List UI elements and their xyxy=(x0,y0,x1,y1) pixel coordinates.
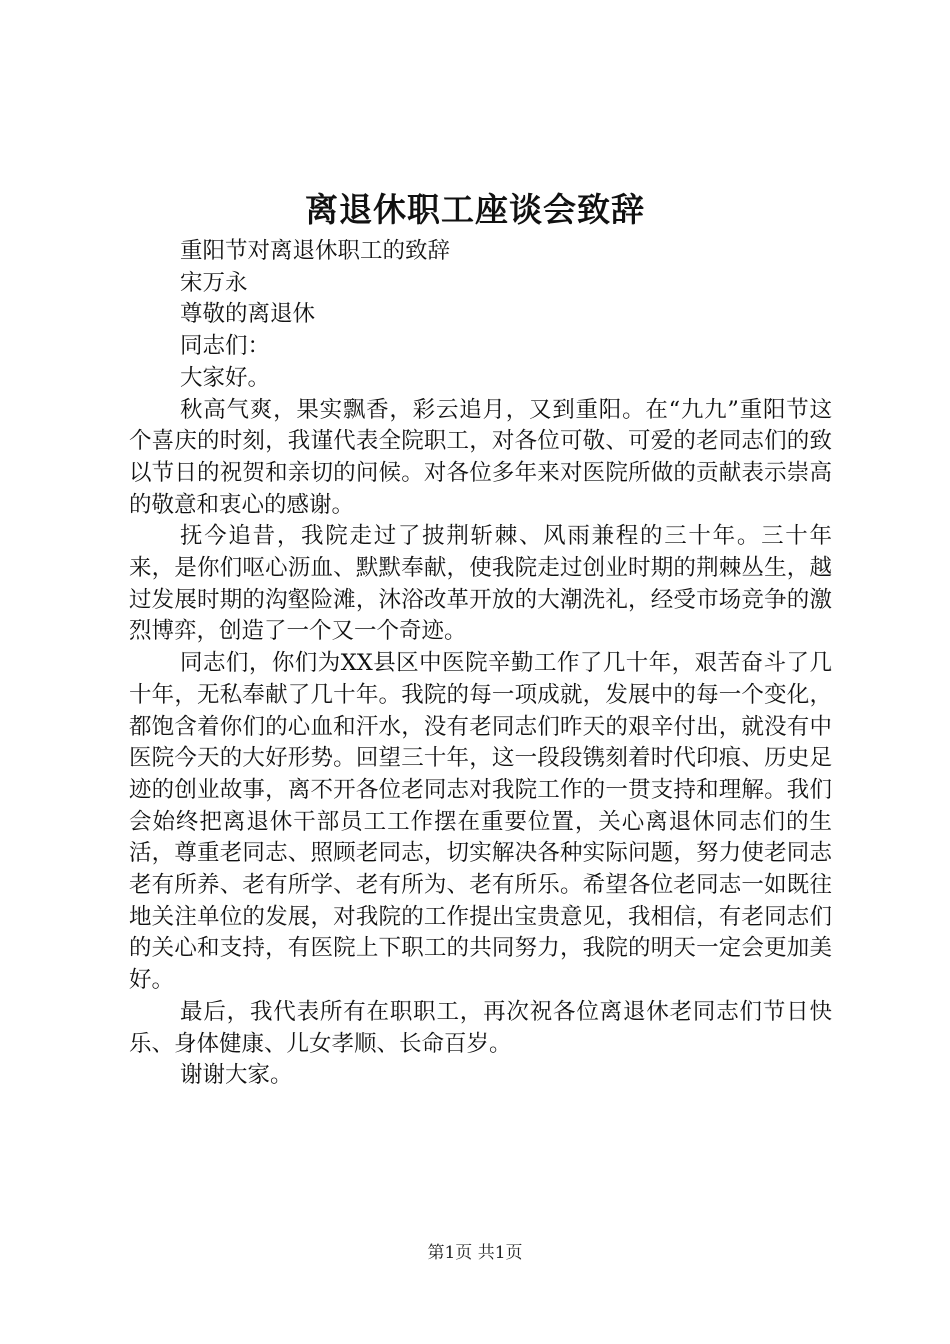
page-footer: 第1页 共1页 xyxy=(427,1243,523,1263)
author-line: 宋万永 xyxy=(180,269,248,296)
paragraph-2: 抚今追昔，我院走过了披荆斩棘、风雨兼程的三十年。三十年来，是你们呕心沥血、默默奉献，使我院走过创业时期的荆棘丛生，越过发展时期的沟壑险滩，沐浴改革开放的大潮洗礼，经受市场竞争的激烈博弈，创造了一个又一个奇迹。 xyxy=(129,523,832,645)
salutation-line: 尊敬的离退休 xyxy=(180,301,316,328)
subtitle-line: 重阳节对离退休职工的致辞 xyxy=(180,238,451,264)
paragraph-4: 最后，我代表所有在职职工，再次祝各位离退休老同志们节日快乐、身体健康、儿女孝顺、长命百岁。 xyxy=(129,998,832,1057)
document-body xyxy=(129,236,832,1092)
closing-line: 谢谢大家。 xyxy=(180,1062,293,1089)
document-title: 离退休职工座谈会致辞 xyxy=(305,190,645,229)
greeting-line: 大家好。 xyxy=(180,364,271,391)
paragraph-1: 秋高气爽，果实飘香，彩云追月，又到重阳。在“九九”重阳节这个喜庆的时刻，我谨代表全院职工，对各位可敬、可爱的老同志们的致以节日的祝贺和亲切的问候。对各位多年来对医院所做的贡献表示崇高的敬意和衷心的感谢。 xyxy=(129,396,832,518)
salutation-line-2: 同志们： xyxy=(180,333,271,360)
paragraph-3: 同志们，你们为XX县区中医院辛勤工作了几十年，艰苦奋斗了几十年，无私奉献了几十年。我院的每一项成就，发展中的每一个变化，都饱含着你们的心血和汗水，没有老同志们昨天的艰辛付出，就没有中医院今天的大好形势。回望三十年，这一段段镌刻着时代印痕、历史足迹的创业故事，离不开各位老同志对我院工作的一贯支持和理解。我们会始终把离退休干部员工工作摆在重要位置，关心离退休同志们的生活，尊重老同志、照顾老同志，切实解决各种实际问题，努力使老同志老有所养、老有所学、老有所为、老有所乐。希望各位老同志一如既往地关注单位的发展，对我院的工作提出宝贵意见，我相信，有老同志们的关心和支持，有医院上下职工的共同努力，我院的明天一定会更加美好。 xyxy=(129,650,832,994)
